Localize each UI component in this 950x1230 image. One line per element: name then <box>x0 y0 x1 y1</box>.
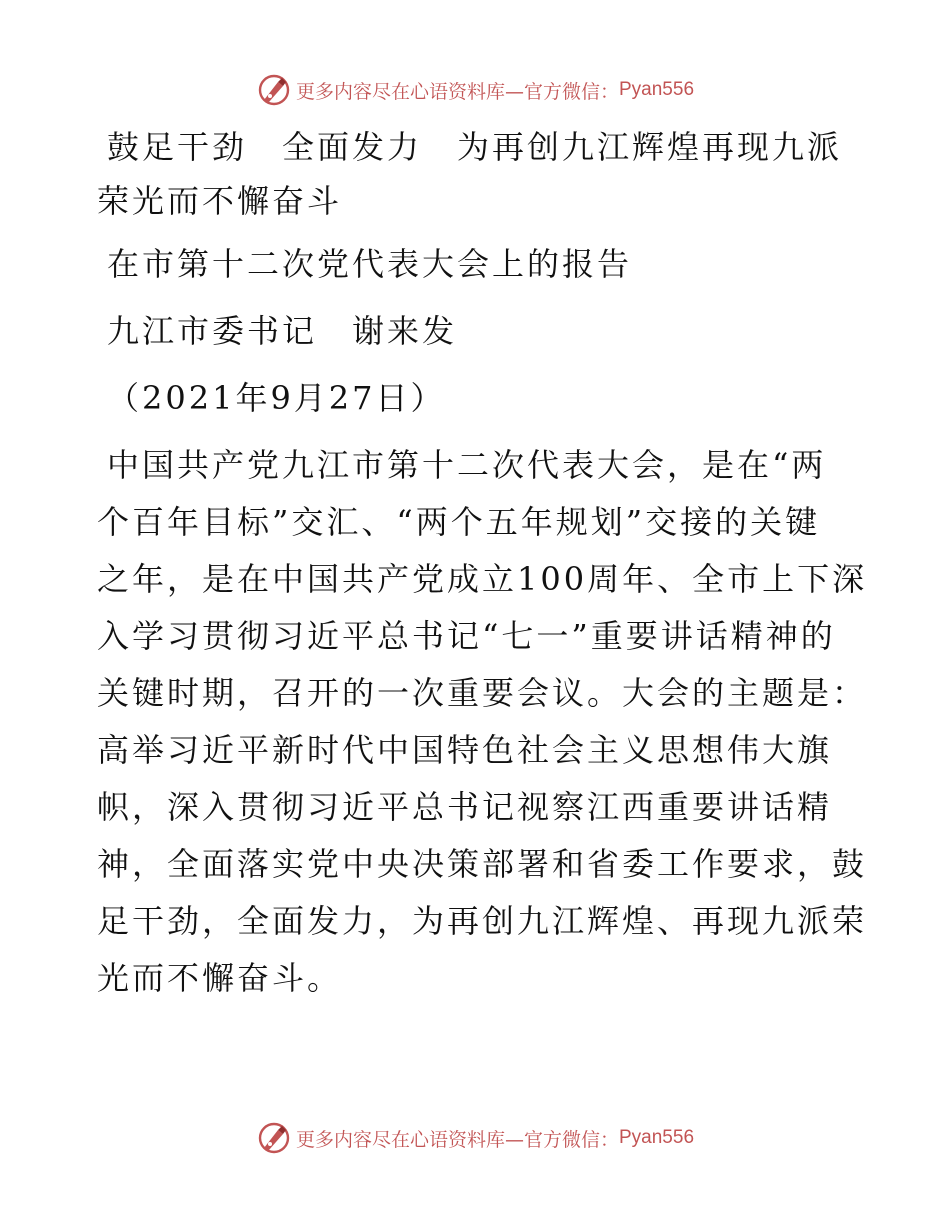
body-line: 中国共产党九江市第十二次代表大会，是在“两 <box>107 446 827 484</box>
body-line: 关键时期，召开的一次重要会议。大会的主题是： <box>97 674 868 712</box>
document-title <box>97 120 857 228</box>
document-body <box>97 120 868 1007</box>
watermark-handle: Pyan556 <box>619 79 695 100</box>
body-line: 高举习近平新时代中国特色社会主义思想伟大旗 <box>97 731 833 769</box>
body-line: 光而不懈奋斗。 <box>97 959 343 997</box>
watermark-handle: Pyan556 <box>619 1127 695 1148</box>
pen-nib-circle-icon <box>256 72 292 108</box>
watermark-site-text: 更多内容尽在心语资料库—官方微信： <box>295 80 619 103</box>
body-line: 入学习贯彻习近平总书记“七一”重要讲话精神的 <box>97 617 836 655</box>
watermark-banner-top <box>0 70 950 110</box>
body-paragraph <box>97 437 868 1007</box>
watermark-banner-bottom <box>0 1118 950 1158</box>
title-line-2: 荣光而不懈奋斗 <box>97 182 343 220</box>
watermark-site-text: 更多内容尽在心语资料库—官方微信： <box>295 1128 619 1151</box>
document-date: （2021年9月27日） <box>107 379 446 417</box>
pen-nib-circle-icon <box>256 1120 292 1156</box>
document-author: 九江市委书记 谢来发 <box>107 312 458 350</box>
document-subtitle: 在市第十二次党代表大会上的报告 <box>107 245 633 283</box>
body-line: 之年，是在中国共产党成立100周年、全市上下深 <box>97 560 868 598</box>
title-line-1: 鼓足干劲 全面发力 为再创九江辉煌再现九派 <box>107 128 843 166</box>
body-line: 个百年目标”交汇、“两个五年规划”交接的关键 <box>97 503 821 541</box>
body-line: 足干劲，全面发力，为再创九江辉煌、再现九派荣 <box>97 902 868 940</box>
body-line: 帜，深入贯彻习近平总书记视察江西重要讲话精 <box>97 788 833 826</box>
body-line: 神，全面落实党中央决策部署和省委工作要求，鼓 <box>97 845 868 883</box>
